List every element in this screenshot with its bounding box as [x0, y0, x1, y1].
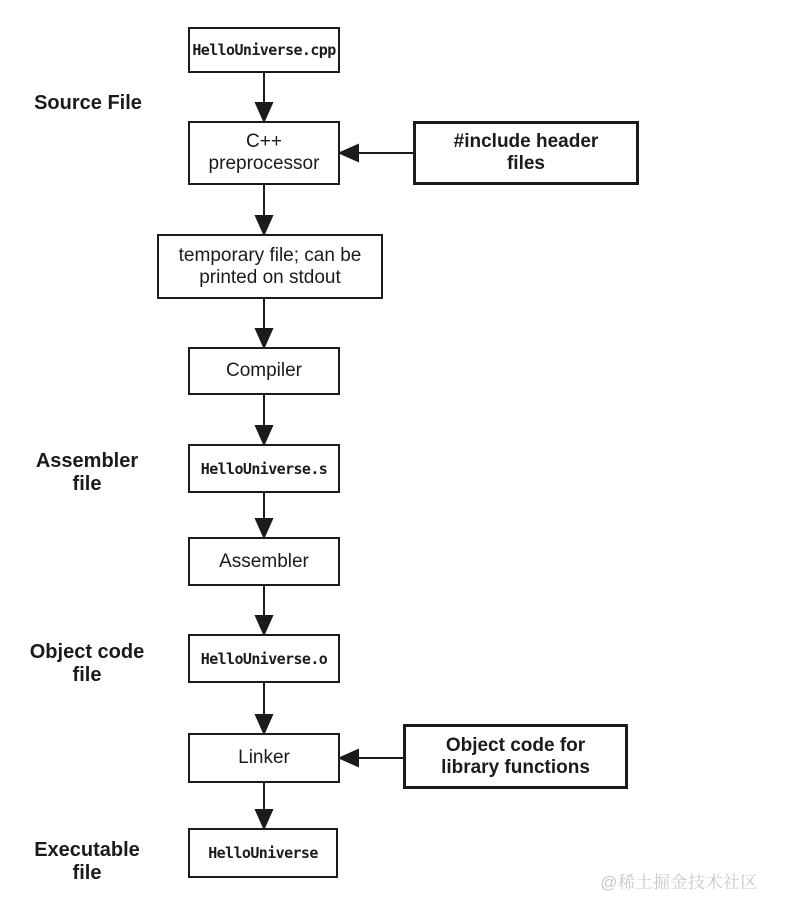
node-linker-label: Linker [238, 747, 290, 768]
node-source-file [188, 27, 340, 73]
node-assembler [188, 537, 340, 586]
node-temp-file [157, 234, 383, 299]
arrow-tempfile-to-compiler [256, 299, 272, 347]
node-linker [188, 733, 340, 783]
arrow-objectfile-to-linker [256, 683, 272, 733]
callout-include-headers-label: #include header files [453, 131, 599, 174]
stage-label-object-code-file: Object code file [29, 641, 145, 686]
stage-label-source-file: Source File [34, 92, 142, 114]
watermark: @稀土掘金技术社区 [600, 873, 758, 892]
node-object-file [188, 634, 340, 683]
node-object-file-label: HelloUniverse.o [200, 649, 328, 668]
node-compiler [188, 347, 340, 395]
node-executable [188, 828, 338, 878]
node-executable-label: HelloUniverse [208, 844, 318, 862]
callout-include-headers [413, 121, 639, 185]
arrow-include-to-preprocessor [340, 145, 413, 161]
arrow-objcode-to-linker [340, 750, 403, 766]
node-assembler-label: Assembler [219, 550, 309, 572]
arrow-source-to-preprocessor [256, 73, 272, 121]
node-source-file-label: HelloUniverse.cpp [192, 41, 336, 59]
node-compiler-label: Compiler [225, 360, 303, 381]
callout-object-code-libs-label: Object code for library functions [441, 734, 590, 778]
node-assembly-file-label: HelloUniverse.s [200, 459, 328, 478]
arrow-compiler-to-assemblyfile [256, 395, 272, 444]
node-temp-file-label: temporary file; can be printed on stdout [178, 244, 362, 288]
callout-object-code-libs [403, 724, 628, 789]
node-assembly-file [188, 444, 340, 493]
arrow-assembler-to-objectfile [256, 586, 272, 634]
arrow-linker-to-executable [256, 783, 272, 828]
node-preprocessor [188, 121, 340, 185]
node-preprocessor-label: C++ preprocessor [208, 131, 320, 174]
stage-label-executable-file: Executable file [34, 839, 140, 884]
stage-label-assembler-file: Assembler file [35, 450, 139, 495]
arrow-assemblyfile-to-assembler [256, 493, 272, 537]
arrow-preprocessor-to-tempfile [256, 185, 272, 234]
